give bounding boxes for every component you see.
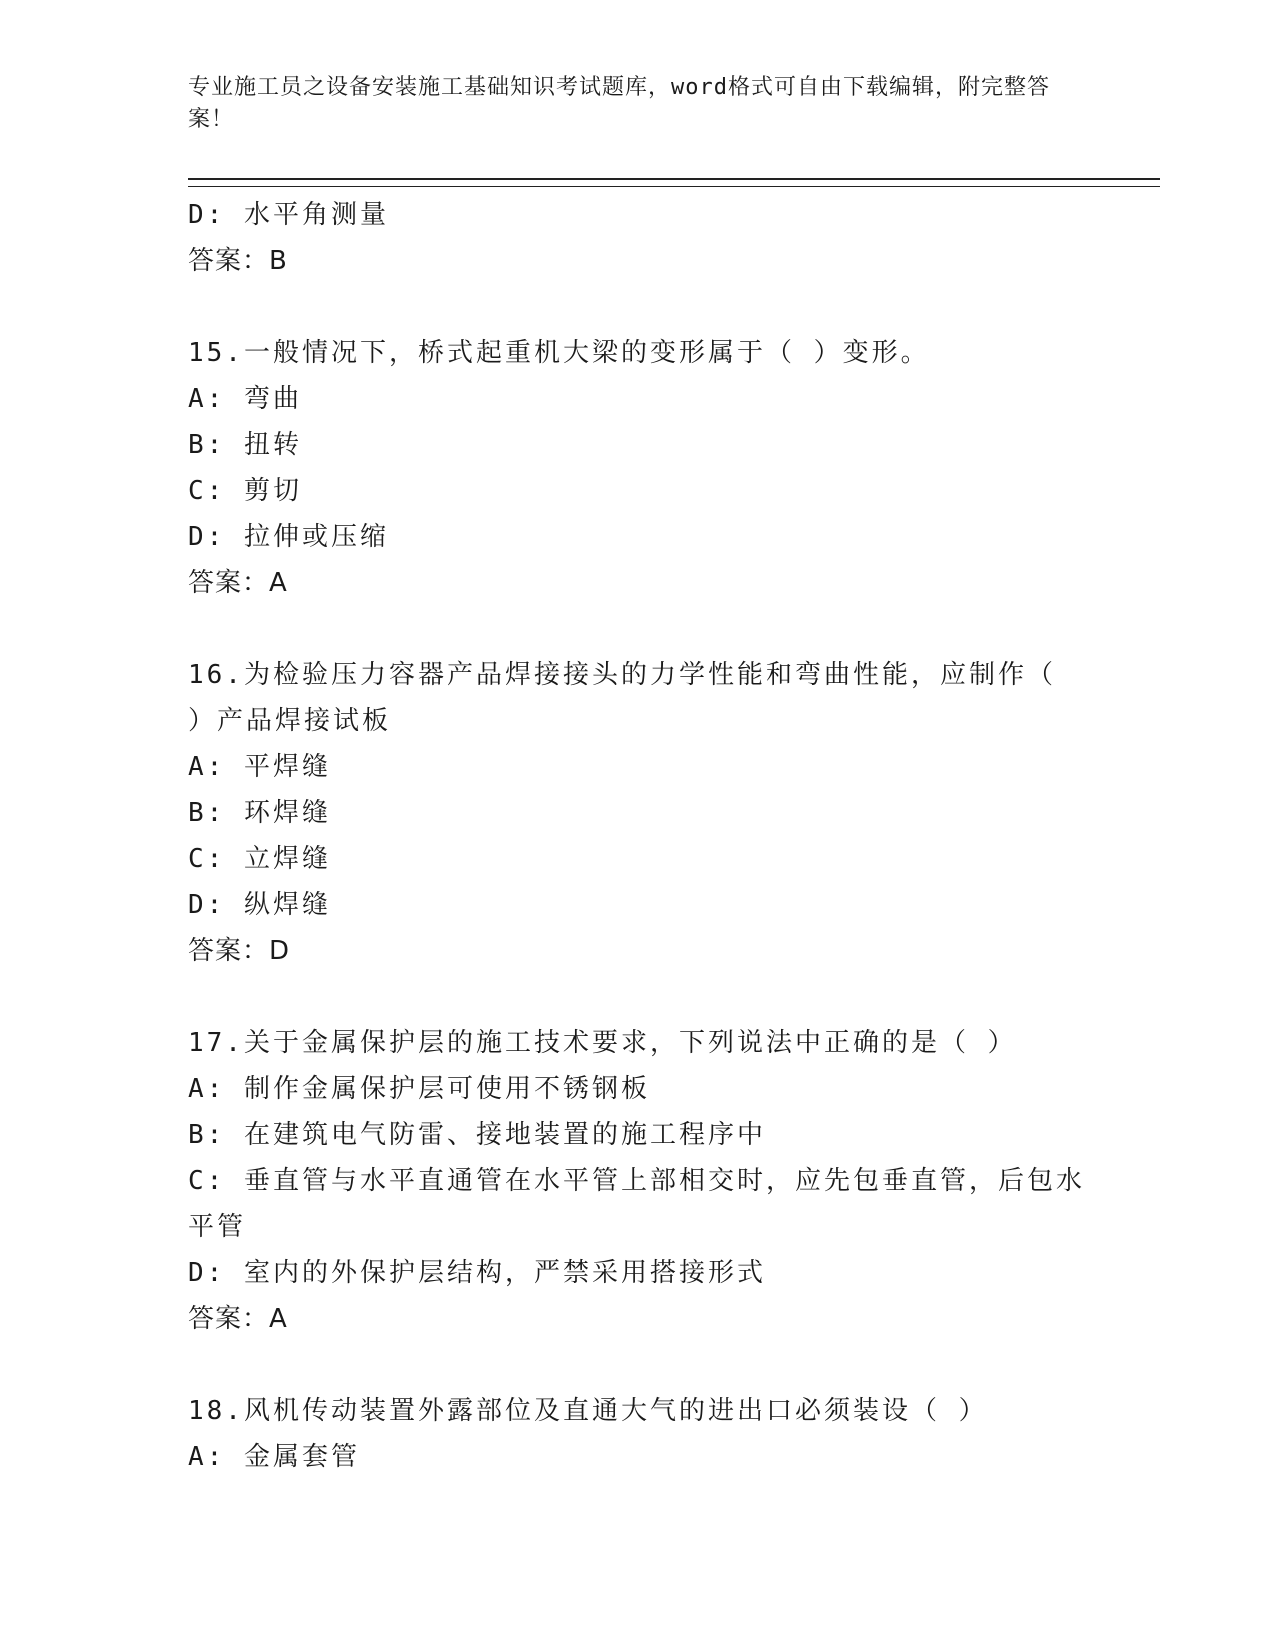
previous-question-tail [188, 192, 1088, 284]
question-17 [188, 1020, 1088, 1342]
option-a: A: 金属套管 [188, 1442, 360, 1472]
option-b: B: 在建筑电气防雷、接地装置的施工程序中 [188, 1120, 766, 1150]
option-a: A: 弯曲 [188, 384, 302, 414]
question-stem: 16.为检验压力容器产品焊接接头的力学性能和弯曲性能，应制作（ ）产品焊接试板 [188, 660, 1056, 736]
spacer [188, 284, 1088, 330]
question-15 [188, 330, 1088, 606]
option-a: A: 制作金属保护层可使用不锈钢板 [188, 1074, 650, 1104]
spacer [188, 606, 1088, 652]
question-stem: 18.风机传动装置外露部位及直通大气的进出口必须装设（ ） [188, 1396, 988, 1426]
option-d: D: 室内的外保护层结构，严禁采用搭接形式 [188, 1258, 766, 1288]
option-c: C: 立焊缝 [188, 844, 331, 874]
page-header: 专业施工员之设备安装施工基础知识考试题库，word格式可自由下载编辑，附完整答案！ [188, 75, 1050, 132]
question-18 [188, 1388, 1088, 1480]
answer-line: 答案：B [188, 246, 288, 276]
option-c: C: 剪切 [188, 476, 302, 506]
option-d: D: 纵焊缝 [188, 890, 331, 920]
answer-line: 答案：A [188, 568, 288, 598]
header-divider [188, 178, 1160, 187]
option-a: A: 平焊缝 [188, 752, 331, 782]
answer-line: 答案：D [188, 936, 291, 966]
question-16 [188, 652, 1088, 974]
question-content [188, 192, 1088, 1480]
question-stem: 17.关于金属保护层的施工技术要求，下列说法中正确的是（ ） [188, 1028, 1017, 1058]
option-b: B: 环焊缝 [188, 798, 331, 828]
answer-line: 答案：A [188, 1304, 288, 1334]
option-d: D: 拉伸或压缩 [188, 522, 389, 552]
option-b: B: 扭转 [188, 430, 302, 460]
spacer [188, 1342, 1088, 1388]
option-c: C: 垂直管与水平直通管在水平管上部相交时，应先包垂直管，后包水平管 [188, 1166, 1085, 1242]
question-stem: 15.一般情况下，桥式起重机大梁的变形属于（ ）变形。 [188, 338, 930, 368]
spacer [188, 974, 1088, 1020]
option-d: D: 水平角测量 [188, 200, 389, 230]
